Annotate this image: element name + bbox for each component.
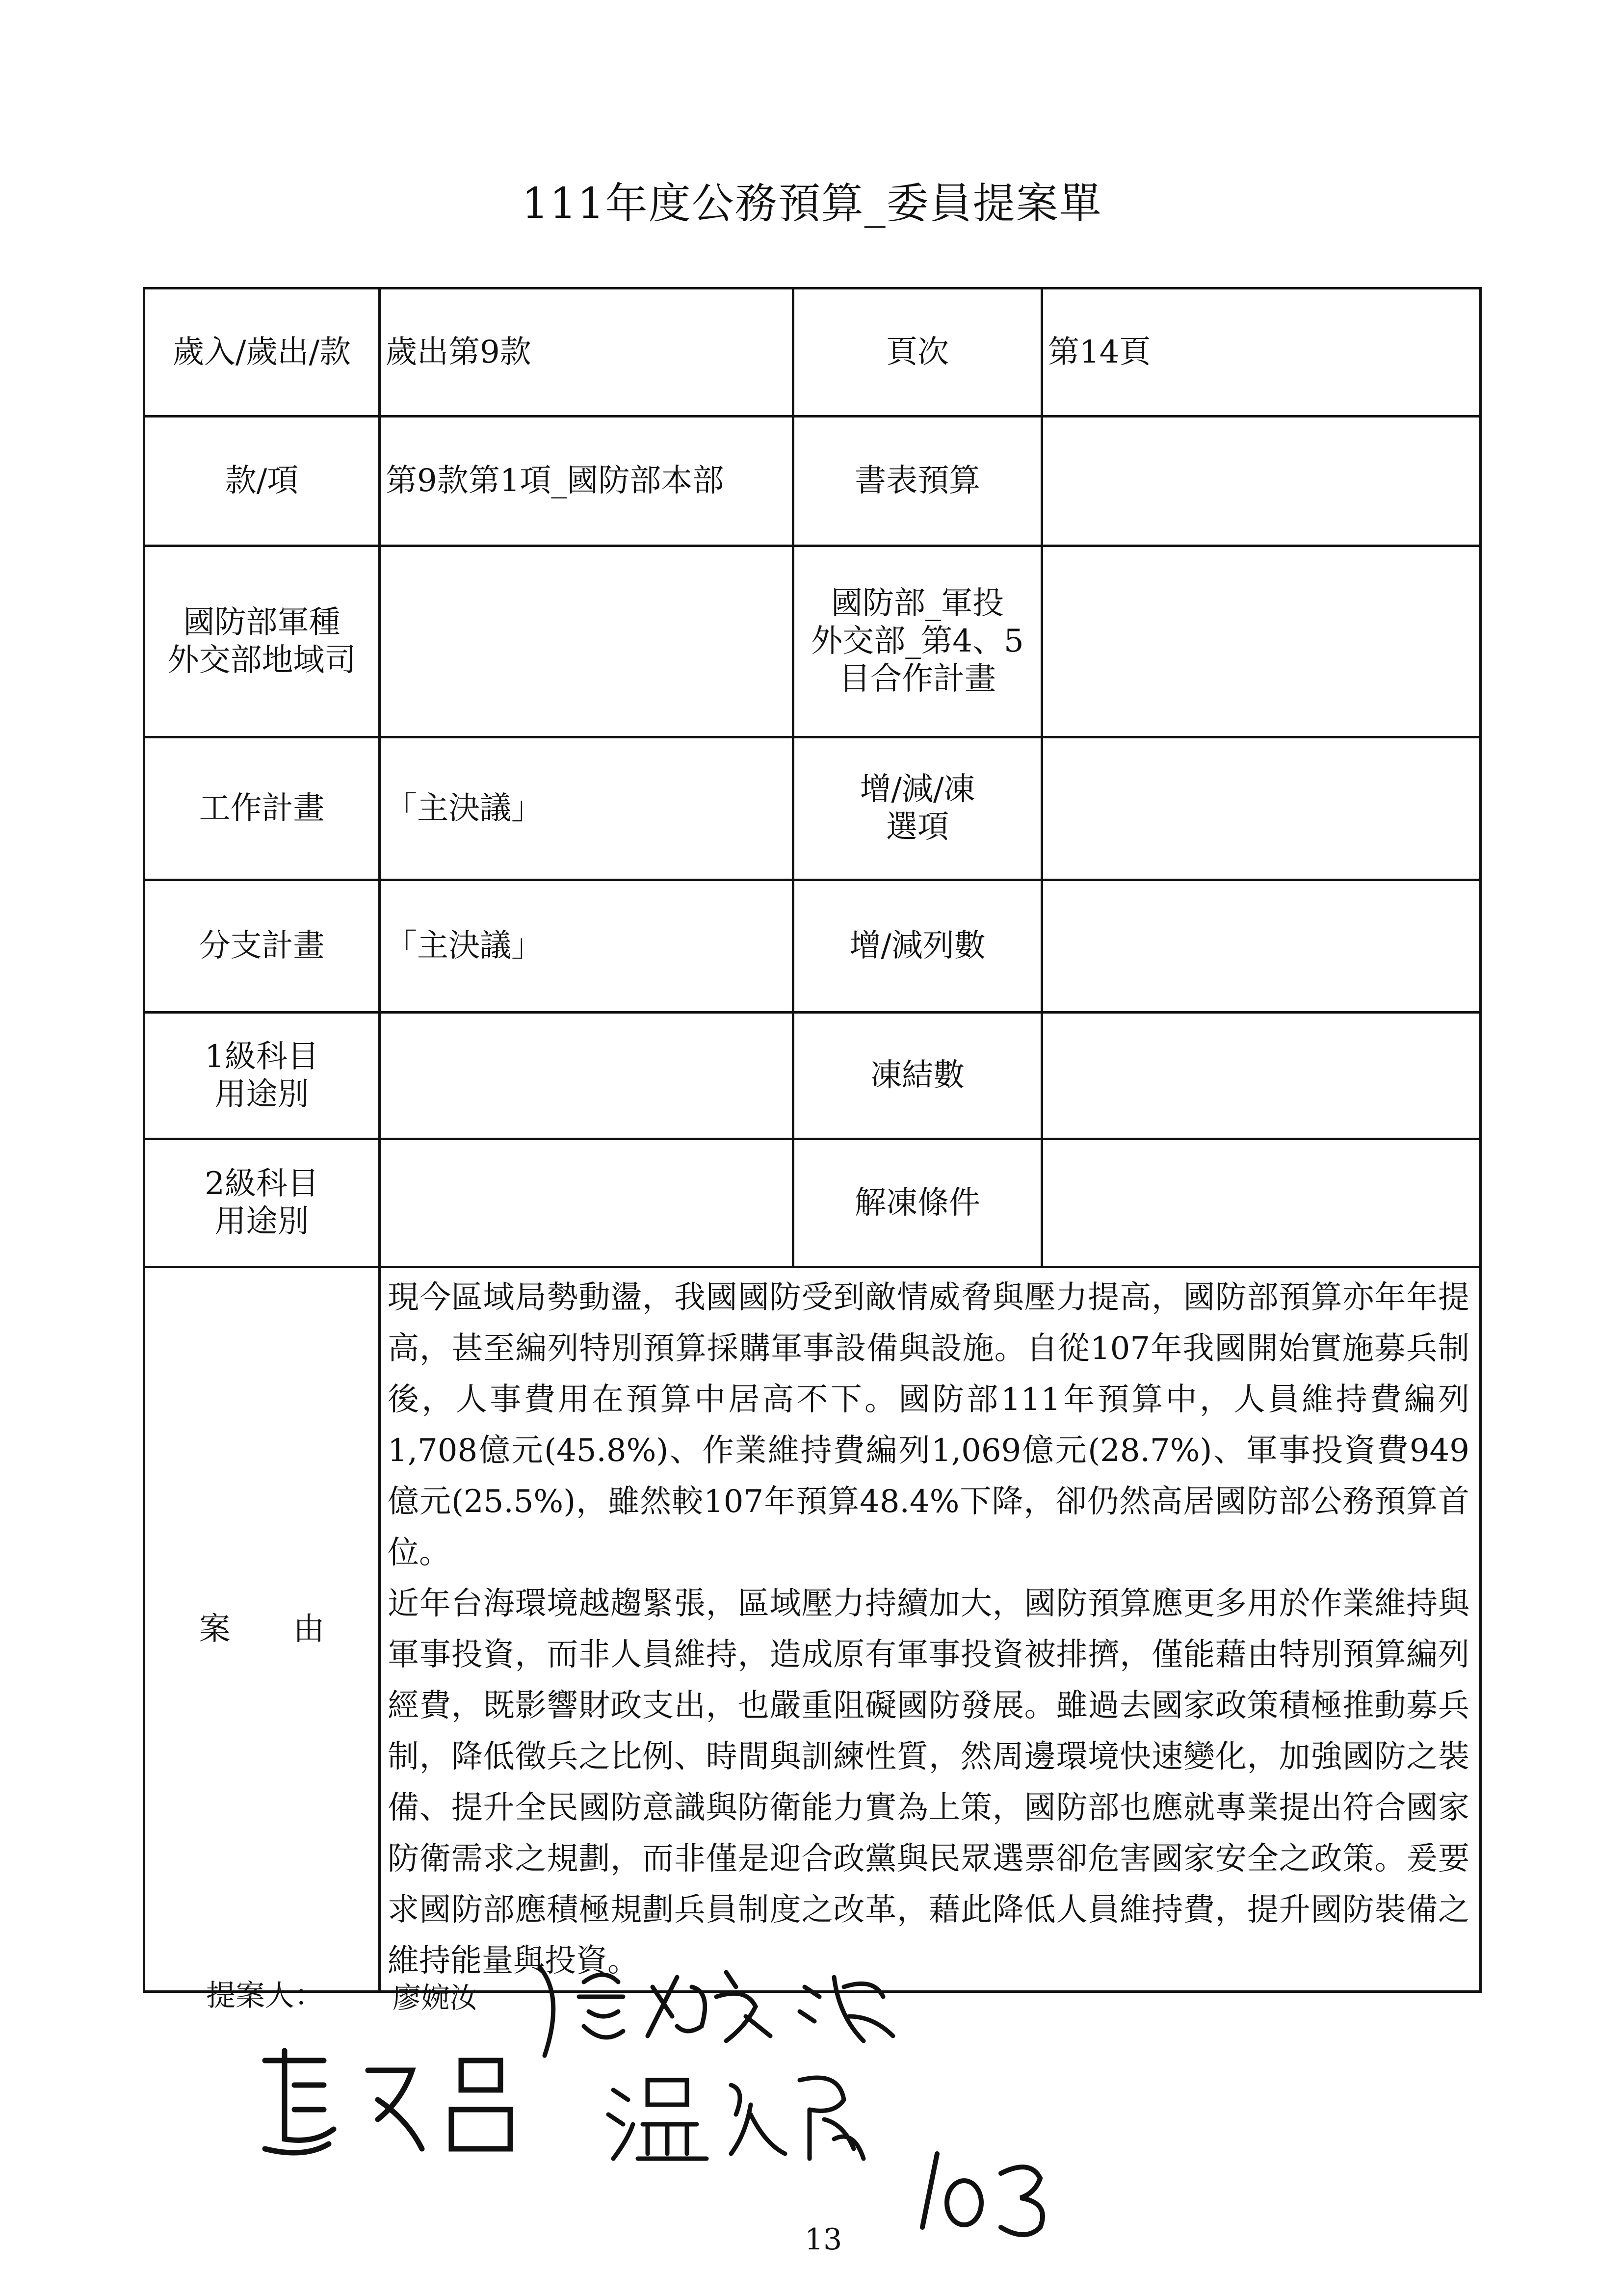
field-value xyxy=(380,546,793,737)
proposal-form-table xyxy=(143,287,1482,1993)
field-value xyxy=(1042,737,1481,880)
proposer-label: 提案人： xyxy=(206,1979,324,2013)
field-label: 增/減列數 xyxy=(793,880,1042,1013)
form-row xyxy=(144,1013,1481,1139)
handwritten-number xyxy=(917,2139,1065,2237)
field-label: 國防部軍種 外交部地域司 xyxy=(144,546,380,737)
field-label: 1級科目 用途別 xyxy=(144,1013,380,1139)
reason-paragraph-1: 現今區域局勢動盪，我國國防受到敵情威脅與壓力提高，國防部預算亦年年提高，甚至編列特別預算採購軍事設備與設施。自從107年我國開始實施募兵制後，人事費用在預算中居高不下。國防部111年預算中，人員維持費編列1,708億元(45.8%)、作業維持費編列1,069億元(28.7%)、軍事投資費949億元(25.5%)，雖然較107年預算48.4%下降，卻仍然高居國防部公務預算首位。 xyxy=(388,1279,1469,1571)
field-label: 工作計畫 xyxy=(144,737,380,880)
page-title: 111年度公務預算_委員提案單 xyxy=(522,179,1102,228)
page-number: 13 xyxy=(805,2222,842,2257)
reason-paragraph-2: 近年台海環境越趨緊張，區域壓力持續加大，國防預算應更多用於作業維持與軍事投資，而非人員維持，造成原有軍事投資被排擠，僅能藉由特別預算編列經費，既影響財政支出，也嚴重阻礙國防發展。雖過去國家政策積極推動募兵制，降低徵兵之比例、時間與訓練性質，然周邊環境快速變化，加強國防之裝備、提升全民國防意識與防衛能力實為上策，國防部也應就專業提出符合國家防衛需求之規劃，而非僅是迎合政黨與民眾選票卻危害國家安全之政策。爰要求國防部應積極規劃兵員制度之改革，藉此降低人員維持費，提升國防裝備之維持能量與投資。 xyxy=(388,1586,1469,1979)
field-label: 凍結數 xyxy=(793,1013,1042,1139)
field-label: 分支計畫 xyxy=(144,880,380,1013)
reason-row xyxy=(144,1267,1481,1992)
form-row xyxy=(144,737,1481,880)
form-row xyxy=(144,546,1481,737)
field-value: 第9款第1項_國防部本部 xyxy=(380,417,793,546)
form-row xyxy=(144,880,1481,1013)
proposer-name: 廖婉汝 xyxy=(393,1981,478,2014)
field-value: 歲出第9款 xyxy=(380,288,793,417)
field-label: 書表預算 xyxy=(793,417,1042,546)
field-label: 歲入/歲出/款 xyxy=(144,288,380,417)
form-row xyxy=(144,417,1481,546)
signature-liao xyxy=(530,1957,913,2065)
field-value xyxy=(380,1013,793,1139)
field-label: 頁次 xyxy=(793,288,1042,417)
field-value: 「主決議」 xyxy=(380,880,793,1013)
field-label: 增/減/凍 選項 xyxy=(793,737,1042,880)
field-label: 2級科目 用途別 xyxy=(144,1139,380,1267)
field-value xyxy=(1042,546,1481,737)
field-value xyxy=(380,1139,793,1267)
signature-wen xyxy=(603,2061,917,2173)
field-value xyxy=(1042,880,1481,1013)
field-value xyxy=(1042,1139,1481,1267)
signature-ma xyxy=(255,2041,569,2168)
field-label: 解凍條件 xyxy=(793,1139,1042,1267)
form-row xyxy=(144,1139,1481,1267)
field-value xyxy=(1042,417,1481,546)
form-row xyxy=(144,288,1481,417)
reason-label: 案 由 xyxy=(144,1267,380,1992)
reason-text xyxy=(380,1267,1481,1992)
field-label: 國防部_軍投 外交部_第4、5 目合作計畫 xyxy=(793,546,1042,737)
field-value: 第14頁 xyxy=(1042,288,1481,417)
field-label: 款/項 xyxy=(144,417,380,546)
field-value xyxy=(1042,1013,1481,1139)
field-value: 「主決議」 xyxy=(380,737,793,880)
